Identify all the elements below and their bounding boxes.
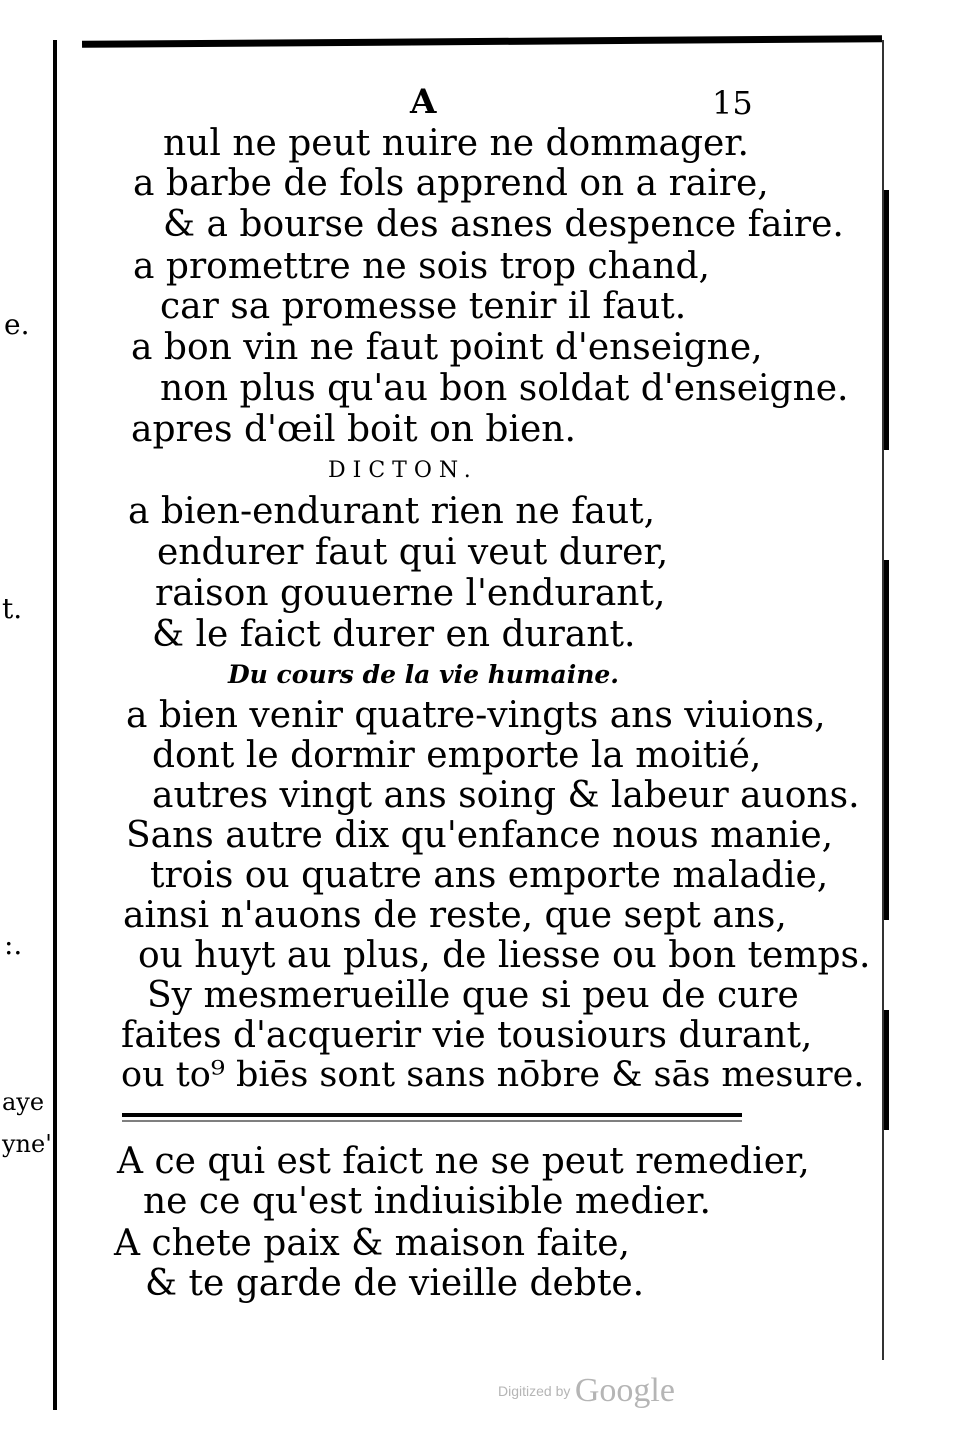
- verse-line: car sa promesse tenir il faut.: [160, 286, 687, 327]
- verse-line: ne ce qu'est indiuisible medier.: [143, 1181, 711, 1222]
- section-heading: DICTON.: [328, 458, 478, 483]
- verse-line: nul ne peut nuire ne dommager.: [163, 123, 749, 164]
- verse-line: a bien-endurant rien ne faut,: [128, 491, 656, 532]
- verse-line: a bien venir quatre-vingts ans viuions,: [126, 695, 826, 736]
- google-logo: Google: [574, 1372, 675, 1409]
- verse-line: endurer faut qui veut durer,: [157, 532, 669, 573]
- verse-line: ainsi n'auons de reste, que sept ans,: [123, 895, 787, 936]
- verse-line: A chete paix & maison faite,: [114, 1223, 630, 1264]
- running-head: A: [410, 82, 437, 122]
- verse-line: Sans autre dix qu'enfance nous manie,: [126, 815, 834, 856]
- verse-line: raison gouuerne l'endurant,: [155, 573, 666, 614]
- verse-line: ou huyt au plus, de liesse ou bon temps.: [138, 935, 871, 976]
- verse-line: dont le dormir emporte la moitié,: [152, 735, 762, 776]
- verse-line: A ce qui est faict ne se peut remedier,: [117, 1141, 810, 1182]
- verse-line: a bon vin ne faut point d'enseigne,: [131, 327, 763, 368]
- verse-line: a promettre ne sois trop chand,: [133, 246, 711, 287]
- margin-note: :.: [4, 928, 23, 961]
- margin-note: t.: [2, 592, 23, 625]
- watermark-prefix: Digitized by: [498, 1383, 571, 1399]
- digitized-watermark: [498, 1372, 675, 1410]
- verse-line: & le faict durer en durant.: [152, 614, 636, 655]
- right-edge-shadow: [884, 560, 889, 920]
- right-edge-shadow: [884, 1010, 889, 1130]
- margin-note: aye: [2, 1088, 45, 1116]
- verse-line: autres vingt ans soing & labeur auons.: [152, 775, 860, 816]
- verse-line: a barbe de fols apprend on a raire,: [133, 163, 769, 204]
- horizontal-rule: [122, 1113, 742, 1117]
- verse-line: & a bourse des asnes despence faire.: [163, 204, 844, 245]
- verse-line: apres d'œil boit on bien.: [131, 409, 576, 450]
- page-number: 15: [712, 84, 753, 122]
- margin-note: yne': [2, 1130, 52, 1158]
- right-edge-shadow: [884, 190, 889, 450]
- verse-line: ou to⁹ biēs sont sans nōbre & sās mesure.: [121, 1055, 865, 1095]
- verse-line: Sy mesmerueille que si peu de cure: [147, 975, 799, 1016]
- top-border-rule: [82, 35, 882, 48]
- margin-note: e.: [4, 308, 30, 341]
- section-heading: Du cours de la vie humaine.: [228, 660, 619, 689]
- verse-line: trois ou quatre ans emporte maladie,: [150, 855, 829, 896]
- verse-line: & te garde de vieille debte.: [145, 1263, 645, 1304]
- left-gutter-rule: [53, 40, 57, 1410]
- verse-line: faites d'acquerir vie tousiours durant,: [121, 1015, 813, 1056]
- verse-line: non plus qu'au bon soldat d'enseigne.: [160, 368, 849, 409]
- horizontal-rule: [122, 1120, 742, 1122]
